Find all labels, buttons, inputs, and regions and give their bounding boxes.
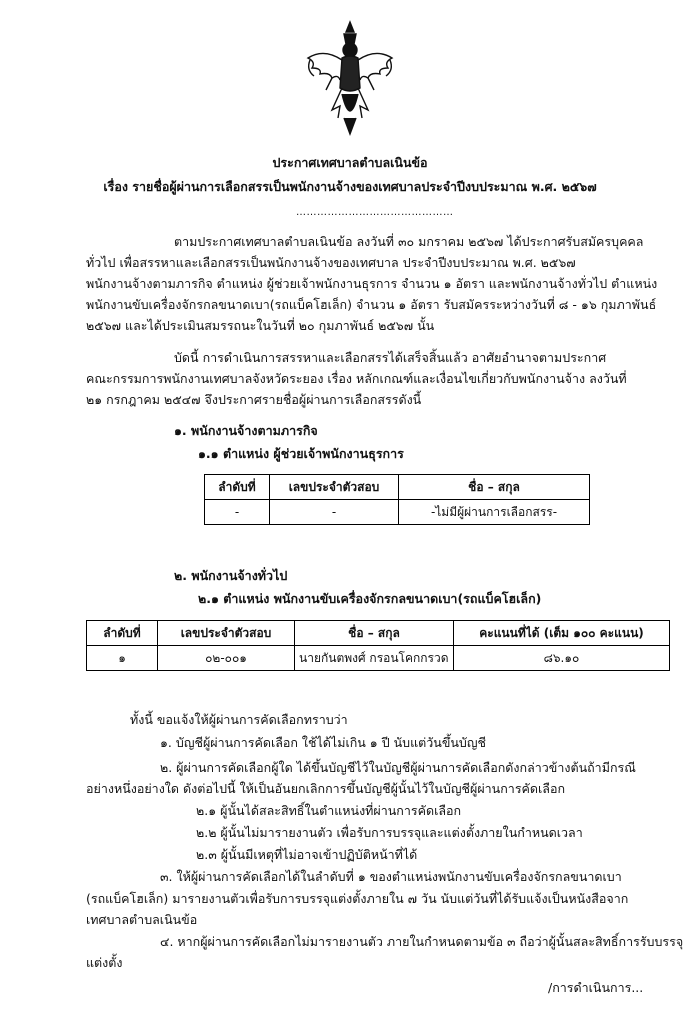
note-1: ๑. บัญชีผู้ผ่านการคัดเลือก ใช้ได้ไม่เกิน ๑ ปี นับแต่วันขึ้นบัญชี: [160, 735, 486, 750]
cell-name: นายกันตพงศ์ กรอนโคกกรวด: [295, 646, 454, 671]
cell-exam-id: -: [270, 500, 399, 525]
note-4-line1: ๔. หากผู้ผ่านการคัดเลือกไม่มารายงานตัว ภายในกำหนดตามข้อ ๓ ถือว่าผู้นั้นสละสิทธิ์การรับบรรจุ: [160, 934, 684, 949]
intro-p2-line3: ๒๑ กรกฎาคม ๒๕๔๗ จึงประกาศรายชื่อผู้ผ่านการเลือกสรรดังนี้: [86, 392, 422, 407]
col-name: ชื่อ – สกุล: [399, 475, 590, 500]
note-3-line2: (รถแบ็คโฮเล็ก) มารายงานตัวเพื่อรับการบรรจุแต่งตั้งภายใน ๗ วัน นับแต่วันที่ได้รับแจ้งเป็นหนังสือจาก: [86, 891, 629, 906]
note-2-3: ๒.๓ ผู้นั้นมีเหตุที่ไม่อาจเข้าปฏิบัติหน้าที่ได้: [196, 847, 418, 862]
section2-table: [86, 620, 670, 671]
intro-p1-line3: พนักงานจ้างตามภารกิจ ตำแหน่ง ผู้ช่วยเจ้าพนักงานธุรการ จำนวน ๑ อัตรา และพนักงานจ้างทั่วไป ตำแหน่ง: [86, 276, 658, 291]
continued-marker: /การดำเนินการ...: [548, 980, 644, 995]
section1-heading: ๑. พนักงานจ้างตามภารกิจ: [174, 423, 318, 438]
intro-p1-line2: ทั่วไป เพื่อสรรหาและเลือกสรรเป็นพนักงานจ้างของเทศบาล ประจำปีงบประมาณ พ.ศ. ๒๕๖๗: [86, 255, 576, 270]
section2-heading: ๒. พนักงานจ้างทั่วไป: [174, 568, 288, 583]
note-3-line3: เทศบาลตำบลเนินข้อ: [86, 912, 198, 927]
note-2-line2: อย่างหนึ่งอย่างใด ดังต่อไปนี้ ให้เป็นอันยกเลิกการขึ้นบัญชีผู้นั้นไว้ในบัญชีผู้ผ่านการคัดเลือก: [86, 781, 566, 796]
section1-table: [204, 474, 590, 525]
table-row: [205, 500, 590, 525]
note-2-2: ๒.๒ ผู้นั้นไม่มารายงานตัว เพื่อรับการบรรจุและแต่งตั้งภายในกำหนดเวลา: [196, 825, 583, 840]
announcement-subject: เรื่อง รายชื่อผู้ผ่านการเลือกสรรเป็นพนักงานจ้างของเทศบาลประจำปีงบประมาณ พ.ศ. ๒๕๖๗: [103, 179, 597, 194]
title-separator: ………………………………………: [296, 207, 454, 218]
intro-p1-line5: ๒๕๖๗ และได้ประเมินสมรรถนะในวันที่ ๒๐ กุมภาพันธ์ ๒๕๖๗ นั้น: [86, 318, 435, 333]
cell-order: -: [205, 500, 270, 525]
col-exam-id: เลขประจำตัวสอบ: [158, 621, 295, 646]
col-score: คะแนนที่ได้ (เต็ม ๑๐๐ คะแนน): [454, 621, 670, 646]
note-2-1: ๒.๑ ผู้นั้นได้สละสิทธิ์ในตำแหน่งที่ผ่านการคัดเลือก: [196, 803, 462, 818]
cell-exam-id: ๐๒-๐๐๑: [158, 646, 295, 671]
intro-p1-line1: ตามประกาศเทศบาลตำบลเนินข้อ ลงวันที่ ๓๐ มกราคม ๒๕๖๗ ได้ประกาศรับสมัครบุคคล: [174, 234, 644, 249]
table-header-row: [87, 621, 670, 646]
note-3-line1: ๓. ให้ผู้ผ่านการคัดเลือกได้ในลำดับที่ ๑ ของตำแหน่งพนักงานขับเครื่องจักรกลขนาดเบา: [160, 869, 622, 884]
note-4-line2: แต่งตั้ง: [86, 955, 123, 970]
table-header-row: [205, 475, 590, 500]
note-2-line1: ๒. ผู้ผ่านการคัดเลือกผู้ใด ได้ขึ้นบัญชีไว้ในบัญชีผู้ผ่านการคัดเลือกดังกล่าวข้างต้นถ้ามีกรณี: [160, 760, 636, 775]
col-order: ลำดับที่: [87, 621, 158, 646]
cell-score: ๘๖.๑๐: [454, 646, 670, 671]
cell-name: -ไม่มีผู้ผ่านการเลือกสรร-: [399, 500, 590, 525]
announcement-title: ประกาศเทศบาลตำบลเนินข้อ: [272, 155, 428, 170]
table-row: [87, 646, 670, 671]
cell-order: ๑: [87, 646, 158, 671]
intro-p2-line1: บัดนี้ การดำเนินการสรรหาและเลือกสรรได้เสร็จสิ้นแล้ว อาศัยอำนาจตามประกาศ: [174, 350, 607, 365]
intro-p2-line2: คณะกรรมการพนักงานเทศบาลจังหวัดระยอง เรื่อง หลักเกณฑ์และเงื่อนไขเกี่ยวกับพนักงานจ้าง ลงวันที่: [86, 371, 627, 386]
section1-position: ๑.๑ ตำแหน่ง ผู้ช่วยเจ้าพนักงานธุรการ: [198, 446, 404, 461]
col-order: ลำดับที่: [205, 475, 270, 500]
col-name: ชื่อ – สกุล: [295, 621, 454, 646]
section2-position: ๒.๑ ตำแหน่ง พนักงานขับเครื่องจักรกลขนาดเบา(รถแบ็คโฮเล็ก): [198, 591, 542, 606]
col-exam-id: เลขประจำตัวสอบ: [270, 475, 399, 500]
notes-intro: ทั้งนี้ ขอแจ้งให้ผู้ผ่านการคัดเลือกทราบว่า: [130, 712, 348, 727]
garuda-emblem-icon: [302, 18, 398, 138]
intro-p1-line4: พนักงานขับเครื่องจักรกลขนาดเบา(รถแบ็คโฮเล็ก) จำนวน ๑ อัตรา รับสมัครระหว่างวันที่ ๘ - ๑๖ กุมภาพันธ์: [86, 297, 657, 312]
